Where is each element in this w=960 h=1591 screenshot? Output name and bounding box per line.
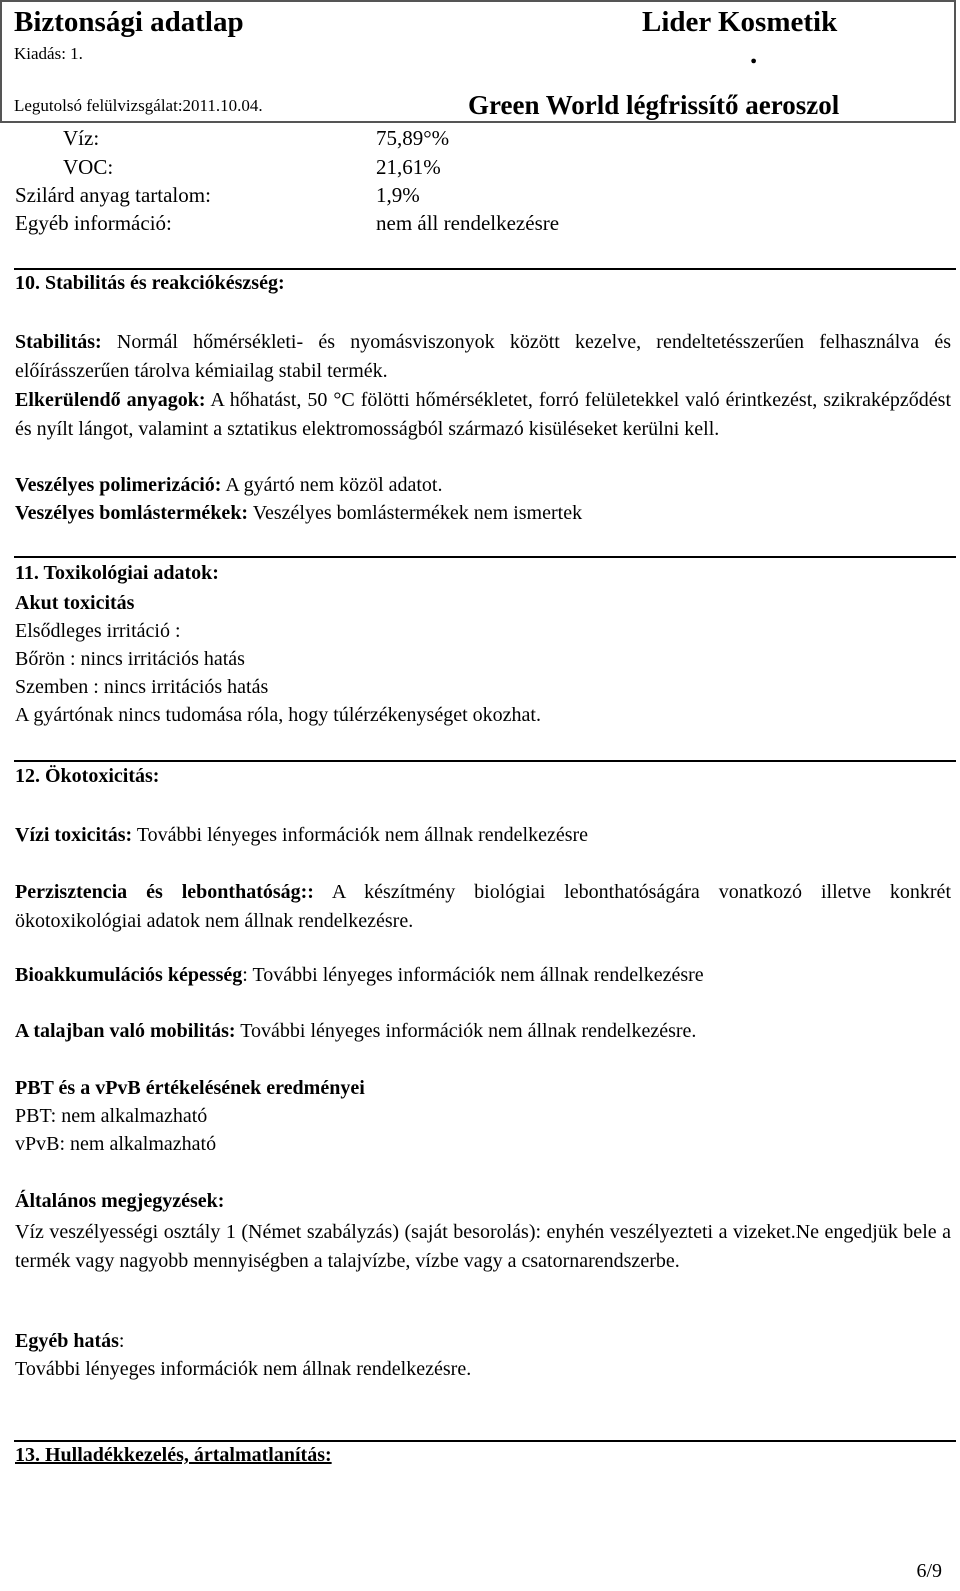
sensitization-note: A gyártónak nincs tudomása róla, hogy túlérzékenységet okozhat.	[15, 704, 541, 726]
other-effect-text: További lényeges információk nem állnak rendelkezésre.	[15, 1358, 472, 1380]
avoid-paragraph	[15, 386, 951, 443]
header-dot: .	[750, 38, 758, 70]
aquatic-label: Vízi toxicitás:	[15, 824, 133, 846]
polymer-text: A gyártó nem közöl adatot.	[221, 474, 443, 496]
document-title: Biztonsági adatlap	[14, 6, 244, 38]
general-title: Általános megjegyzések:	[15, 1190, 225, 1212]
general-text: Víz veszélyességi osztály 1 (Német szabályzás) (saját besorolás): enyhén veszélyezteti a vizeket.Ne engedjük bele a termék vagy nagyobb mennyiségben a talajvízbe, vízbe vagy a csatornarendszerbe.	[15, 1221, 951, 1272]
persist-paragraph	[15, 878, 951, 935]
bioacc-line	[15, 964, 704, 987]
prop-value-solids: 1,9%	[376, 183, 420, 207]
mobility-label: A talajban való mobilitás:	[15, 1020, 236, 1042]
revision-date: Legutolsó felülvizsgálat:2011.10.04.	[14, 96, 263, 115]
mobility-line	[15, 1020, 696, 1043]
persist-label: Perzisztencia és lebonthatóság::	[15, 881, 314, 903]
prop-label-voc: VOC:	[63, 155, 114, 179]
other-effect-colon: :	[118, 1330, 125, 1352]
aquatic-text: További lényeges információk nem állnak rendelkezésre	[132, 824, 589, 846]
section10-rule	[14, 268, 956, 270]
prop-label-water: Víz:	[63, 126, 100, 150]
aquatic-line	[15, 824, 588, 847]
section10-title: 10. Stabilitás és reakciókészség:	[15, 272, 285, 294]
decomp-text: Veszélyes bomlástermékek nem ismertek	[248, 502, 583, 524]
acute-toxicity: Akut toxicitás	[15, 592, 135, 614]
company-name: Lider Kosmetik	[642, 6, 838, 38]
pbt-title: PBT és a vPvB értékelésének eredményei	[15, 1077, 365, 1099]
other-effect-label: Egyéb hatás	[15, 1330, 119, 1352]
polymer-line	[15, 474, 443, 497]
other-effect-line	[15, 1330, 124, 1353]
stability-label: Stabilitás:	[15, 331, 102, 353]
pbt-value: PBT: nem alkalmazható	[15, 1105, 208, 1127]
section12-title: 12. Ökotoxicitás:	[15, 765, 160, 787]
avoid-text: A hőhatást, 50 °C fölötti hőmérsékletet, forró felületekkel való érintkezést, szikraképződést és nyílt lángot, valamint a sztatikus elektromosságból származó kisüléseket kerülni kell.	[15, 389, 952, 440]
decomp-line	[15, 502, 582, 525]
bioacc-text: : További lényeges információk nem állnak rendelkezésre	[242, 964, 704, 986]
prop-value-voc: 21,61%	[376, 155, 441, 179]
page-number: 6/9	[916, 1560, 942, 1582]
persist-text: A készítmény biológiai lebonthatóságára vonatkozó illetve konkrét ökotoxikológiai adatok nem állnak rendelkezésre.	[15, 881, 951, 932]
primary-irritation: Elsődleges irritáció :	[15, 620, 181, 642]
product-name: Green World légfrissítő aeroszol	[468, 90, 840, 120]
eye-irritation: Szemben : nincs irritációs hatás	[15, 676, 269, 698]
mobility-text: További lényeges információk nem állnak rendelkezésre.	[235, 1020, 697, 1042]
section12-rule	[14, 760, 956, 762]
skin-irritation: Bőrön : nincs irritációs hatás	[15, 648, 245, 670]
section11-title: 11. Toxikológiai adatok:	[15, 562, 219, 584]
prop-value-other: nem áll rendelkezésre	[376, 211, 560, 235]
stability-paragraph	[15, 328, 951, 385]
prop-label-other: Egyéb információ:	[15, 211, 172, 235]
prop-value-water: 75,89°%	[376, 126, 450, 150]
section13-rule	[14, 1440, 956, 1442]
section13-title: 13. Hulladékkezelés, ártalmatlanítás:	[15, 1444, 332, 1466]
decomp-label: Veszélyes bomlástermékek:	[15, 502, 249, 524]
prop-label-solids: Szilárd anyag tartalom:	[15, 183, 211, 207]
section11-rule	[14, 556, 956, 558]
bioacc-label: Bioakkumulációs képesség	[15, 964, 243, 986]
issue-number: Kiadás: 1.	[14, 44, 83, 63]
stability-text: Normál hőmérsékleti- és nyomásviszonyok között kezelve, rendeltetésszerűen felhasználva és előírásszerűen tárolva kémiailag stabil termék.	[15, 331, 951, 382]
avoid-label: Elkerülendő anyagok:	[15, 389, 206, 411]
polymer-label: Veszélyes polimerizáció:	[15, 474, 222, 496]
vpvb-value: vPvB: nem alkalmazható	[15, 1133, 217, 1155]
